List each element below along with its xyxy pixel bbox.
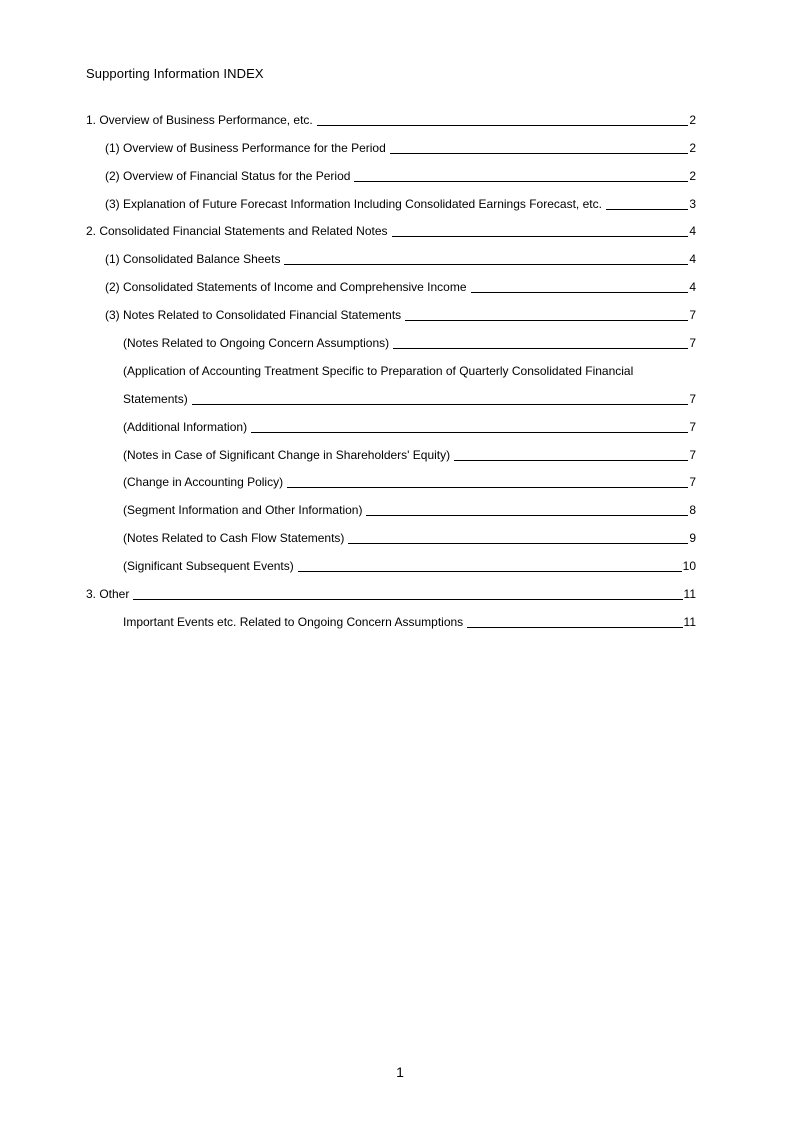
toc-entry-label: (Notes Related to Cash Flow Statements) [123,531,345,546]
toc-entry-consolidated-financial-statements[interactable] [86,212,696,240]
toc-entry-label: 3. Other [86,587,130,602]
toc-entry-financial-status-for-period[interactable] [86,156,696,184]
toc-entry-notes-consolidated-statements[interactable] [86,295,696,323]
toc-entry-subsequent-events[interactable] [86,546,696,574]
toc-page-number: 7 [689,336,696,351]
toc-leader-line [471,292,689,293]
toc-entry-label: (Notes in Case of Significant Change in Shareholders' Equity) [123,447,451,462]
toc-entry-label: (Additional Information) [123,419,248,434]
toc-leader-line [366,515,688,516]
toc-leader-line [454,460,688,461]
toc-page-number: 4 [689,252,696,267]
toc-leader-line [348,543,688,544]
toc-entry-future-forecast-information[interactable] [86,184,696,212]
toc-leader-line [393,348,688,349]
toc-leader-line [298,571,682,572]
toc-leader-line [606,209,688,210]
toc-entry-label: 1. Overview of Business Performance, etc. [86,112,313,127]
toc-page-number: 4 [689,280,696,295]
toc-page-number: 3 [689,196,696,211]
toc-entry-label: (Application of Accounting Treatment Specific to Preparation of Quarterly Consolidated Financial [123,363,634,378]
toc-leader-line [133,599,682,600]
toc-page-number: 2 [689,140,696,155]
toc-page-number: 11 [683,587,696,602]
toc-leader-line [251,432,688,433]
toc-entry-label: (1) Overview of Business Performance for the Period [105,140,386,155]
toc-entry-label: (2) Overview of Financial Status for the Period [105,168,351,183]
toc-page-number: 4 [689,224,696,239]
toc-entry-label: (2) Consolidated Statements of Income and Comprehensive Income [105,280,467,295]
toc-entry-label: (3) Explanation of Future Forecast Information Including Consolidated Earnings Forecast, etc. [105,196,602,211]
page-title: Supporting Information INDEX [86,66,264,81]
page-number: 1 [396,1064,404,1080]
toc-leader-line [392,236,689,237]
toc-page-number: 7 [689,475,696,490]
toc-entry-quarterly-accounting-treatment[interactable] [86,379,696,407]
toc-entry-label: (Change in Accounting Policy) [123,475,284,490]
toc-page-number: 11 [683,614,696,629]
toc-entry-label: (Significant Subsequent Events) [123,559,294,574]
toc-entry-label: (Notes Related to Ongoing Concern Assumptions) [123,336,390,351]
toc-leader-line [284,264,688,265]
toc-page-number: 2 [689,112,696,127]
toc-entry-segment-information[interactable] [86,490,696,518]
toc-entry-quarterly-accounting-treatment-line1[interactable] [86,351,696,379]
toc-entry-label: (1) Consolidated Balance Sheets [105,252,281,267]
toc-entry-label: Important Events etc. Related to Ongoing Concern Assumptions [123,614,464,629]
toc-entry-accounting-policy-change[interactable] [86,463,696,491]
toc-entry-additional-information[interactable] [86,407,696,435]
toc-leader-line [287,487,688,488]
toc-page-number: 2 [689,168,696,183]
toc-entry-important-events-ongoing-concern[interactable] [86,602,696,630]
toc-entry-label: (Segment Information and Other Information) [123,503,363,518]
toc-entry-overview-of-business-performance[interactable] [86,100,696,128]
toc-leader-line [354,181,688,182]
toc-page-number: 7 [689,447,696,462]
toc-entry-cash-flow-notes[interactable] [86,518,696,546]
toc-leader-line [192,404,689,405]
toc-entry-label: 2. Consolidated Financial Statements and Related Notes [86,224,388,239]
toc-page-number: 10 [682,559,696,574]
toc-leader-line [467,627,682,628]
toc-entry-business-performance-for-period[interactable] [86,128,696,156]
toc-entry-label: (3) Notes Related to Consolidated Financial Statements [105,308,402,323]
toc-leader-line [405,320,688,321]
toc-entry-label: Statements) [123,391,188,406]
toc-entry-other[interactable] [86,574,696,602]
toc-entry-ongoing-concern-notes[interactable] [86,323,696,351]
toc-page-number: 9 [689,531,696,546]
toc-page-number: 8 [689,503,696,518]
table-of-contents [86,100,696,630]
toc-page-number: 7 [689,308,696,323]
toc-entry-statements-of-income[interactable] [86,267,696,295]
toc-entry-consolidated-balance-sheets[interactable] [86,239,696,267]
toc-leader-line [390,153,689,154]
toc-entry-shareholders-equity[interactable] [86,435,696,463]
toc-page-number: 7 [689,391,696,406]
toc-page-number: 7 [689,419,696,434]
toc-leader-line [317,125,689,126]
